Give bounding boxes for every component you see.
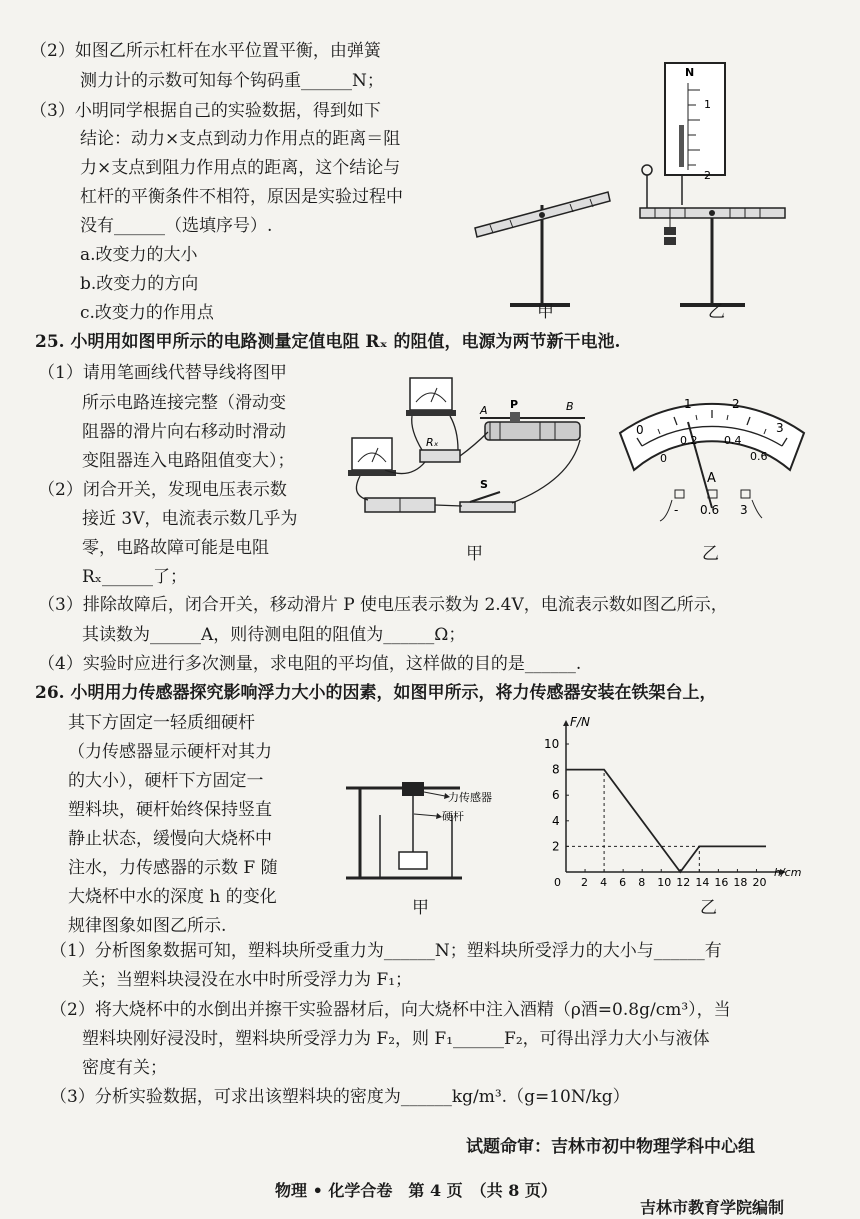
chart-x-tick-label: 6 (619, 876, 626, 889)
dial-lower-tick-0: 0 (660, 452, 667, 465)
rheostat-A-label: A (479, 404, 488, 417)
q24-part3-line4: 杠杆的平衡条件不相符，原因是实验过程中 (80, 186, 403, 208)
q25-part4: （4）实验时应进行多次测量，求电阻的平均值，这样做的目的是______. (38, 653, 581, 675)
q26-line3: （力传感器显示硬杆对其力 (68, 741, 272, 763)
q24-part2-line2: 测力计的示数可知每个钩码重______N； (80, 70, 384, 92)
q26-part3: （3）分析实验数据，可求出该塑料块的密度为______kg/m³.（g=10N/kg） (50, 1086, 630, 1108)
q26-part1-line2: 关；当塑料块浸没在水中时所受浮力为 F₁； (82, 969, 412, 991)
q26-part1-line1: （1）分析图象数据可知，塑料块所受重力为______N；塑料块所受浮力的大小与______有 (50, 940, 722, 962)
chart-y-tick-label: 2 (552, 839, 560, 853)
q24-part2-line1: （2）如图乙所示杠杆在水平位置平衡，由弹簧 (30, 40, 381, 62)
q25-part2-line3: 零，电路故障可能是电阻 (82, 537, 269, 559)
q26-line9: 规律图象如图乙所示. (68, 915, 226, 937)
chart-y-tick-label: 10 (544, 737, 559, 751)
q26-line2: 其下方固定一轻质细硬杆 (68, 712, 255, 734)
chart-series-line (566, 770, 766, 872)
chart-x-tick-label: 8 (638, 876, 645, 889)
q24-part3-line5: 没有______（选填序号）. (80, 215, 272, 237)
dial-caption-yi: 乙 (702, 539, 719, 564)
dial-terminal-minus: - (674, 503, 678, 517)
q24-option-c: c.改变力的作用点 (80, 302, 214, 324)
q26-part2-line1: （2）将大烧杯中的水倒出并擦干实验器材后，向大烧杯中注入酒精（ρ酒=0.8g/cm³），当 (50, 999, 731, 1021)
q25-part1-line2: 所示电路连接完整（滑动变 (82, 392, 286, 414)
q26-stem: 26. 小明用力传感器探究影响浮力大小的因素，如图甲所示，将力传感器安装在铁架台上， (35, 682, 717, 704)
chart-caption-yi: 乙 (700, 893, 717, 918)
q25-part3-line2: 其读数为______A，则待测电阻的阻值为______Ω； (82, 624, 465, 646)
dial-terminal-3: 3 (740, 503, 748, 517)
q24-part3-line2: 结论：动力×支点到动力作用点的距离＝阻 (80, 128, 400, 150)
lever-yi (640, 63, 785, 305)
q25-stem: 25. 小明用如图甲所示的电路测量定值电阻 Rₓ 的阻值，电源为两节新干电池. (35, 331, 620, 353)
q26-line5: 塑料块，硬杆始终保持竖直 (68, 799, 272, 821)
q26-line4: 的大小），硬杆下方固定一 (68, 770, 264, 792)
q25-part2-line2: 接近 3V，电流表示数几乎为 (82, 508, 298, 530)
rod-label: 硬杆 (442, 809, 464, 823)
dial-unit: A (707, 471, 716, 486)
q25-part3-line1: （3）排除故障后，闭合开关，移动滑片 P 使电压表示数为 2.4V，电流表示数如图乙所示， (38, 594, 728, 616)
lever-caption-jia: 甲 (537, 297, 554, 322)
rheostat-P-label: P (510, 398, 518, 411)
sensor-label: 力传感器 (448, 790, 492, 804)
q26-line8: 大烧杯中水的深度 h 的变化 (68, 886, 277, 908)
resistor-label: Rₓ (426, 436, 439, 449)
chart-x-tick-label: 12 (676, 876, 690, 889)
ammeter-dial (612, 378, 812, 523)
q24-option-a: a.改变力的大小 (80, 244, 198, 266)
dial-lower-tick-1: 0.2 (680, 434, 698, 447)
spring-scale-tick-2: 2 (704, 169, 711, 182)
dial-lower-tick-3: 0.6 (750, 450, 768, 463)
apparatus-caption-jia: 甲 (412, 893, 429, 918)
chart-y-tick-label: 8 (552, 763, 560, 777)
dial-upper-tick-0: 0 (636, 423, 644, 437)
q25-part1-line4: 变阻器连入电路阻值变大）； (82, 450, 295, 472)
chart-x-tick-label: 2 (581, 876, 588, 889)
dial-upper-tick-3: 3 (776, 421, 784, 435)
chart-y-tick-label: 4 (552, 814, 560, 828)
chart-x-tick-label: 4 (600, 876, 607, 889)
footer-page-number: 物理 • 化学合卷 第 4 页 （共 8 页） (275, 1180, 557, 1202)
lever-jia (475, 192, 610, 305)
footer-review: 试题命审：吉林市初中物理学科中心组 (466, 1136, 755, 1158)
force-depth-chart (530, 712, 800, 892)
footer-publisher: 吉林市教育学院编制 (640, 1197, 784, 1219)
dial-terminal-06: 0.6 (700, 503, 719, 517)
chart-y-label: F/N (570, 715, 590, 729)
dial-lower-tick-2: 0.4 (724, 434, 742, 447)
circuit-figure (340, 370, 610, 535)
chart-y-arrow (563, 720, 569, 726)
q24-part3-line1: （3）小明同学根据自己的实验数据，得到如下 (30, 100, 381, 122)
buoyancy-apparatus (340, 770, 520, 890)
chart-x-tick-label: 16 (714, 876, 728, 889)
q25-part2-line4: Rₓ______了； (82, 566, 187, 588)
lever-figure (460, 55, 800, 325)
q26-line7: 注水，力传感器的示数 F 随 (68, 857, 278, 879)
chart-x-tick-label: 0 (554, 876, 561, 889)
chart-x-tick-label: 10 (657, 876, 671, 889)
q24-option-b: b.改变力的方向 (80, 273, 198, 295)
switch-label: S (480, 478, 488, 491)
q26-part2-line2: 塑料块刚好浸没时，塑料块所受浮力为 F₂，则 F₁______F₂，可得出浮力大小与液体 (82, 1028, 710, 1050)
q26-part2-line3: 密度有关； (82, 1057, 167, 1079)
q25-part1-line1: （1）请用笔画线代替导线将图甲 (38, 362, 287, 384)
circuit-caption-jia: 甲 (466, 539, 483, 564)
chart-x-label: h/cm (774, 866, 801, 879)
spring-scale-unit: N (685, 66, 694, 79)
q25-part2-line1: （2）闭合开关，发现电压表示数 (38, 479, 287, 501)
q26-line6: 静止状态，缓慢向大烧杯中 (68, 828, 272, 850)
rheostat-B-label: B (566, 400, 574, 413)
dial-upper-tick-1: 1 (684, 397, 692, 411)
dial-upper-tick-2: 2 (732, 397, 740, 411)
q24-part3-line3: 力×支点到阻力作用点的距离，这个结论与 (80, 157, 400, 179)
chart-x-tick-label: 14 (695, 876, 709, 889)
spring-scale-tick-1: 1 (704, 98, 711, 111)
q25-part1-line3: 阻器的滑片向右移动时滑动 (82, 421, 286, 443)
chart-x-tick-label: 20 (752, 876, 766, 889)
chart-y-tick-label: 6 (552, 788, 560, 802)
chart-x-tick-label: 18 (733, 876, 747, 889)
lever-caption-yi: 乙 (708, 297, 725, 322)
